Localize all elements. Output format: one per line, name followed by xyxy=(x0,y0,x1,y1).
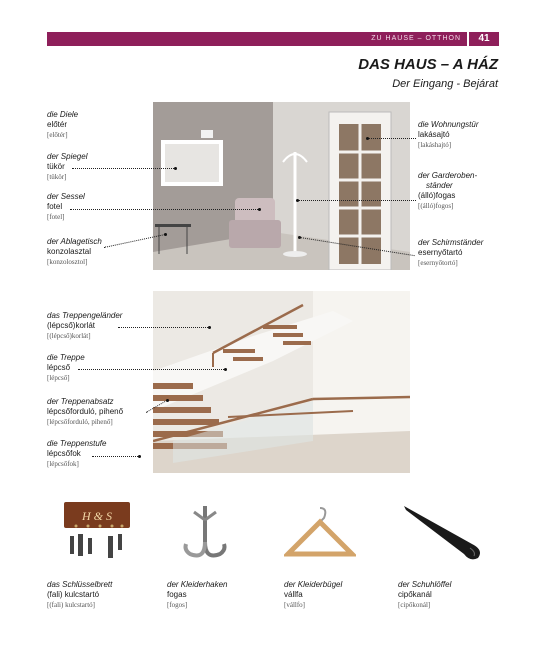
dot-treppengelaender xyxy=(208,326,211,329)
label-garderobenstaender: der Garderoben- ständer (álló)fogas [(álló)fogos] xyxy=(418,171,478,210)
dot-garderobenstaender xyxy=(296,199,299,202)
staircase-photo xyxy=(153,291,410,473)
label-treppengelaender: das Treppengeländer (lépcső)korlát [(lépcső)korlát] xyxy=(47,311,123,340)
page-title: DAS HAUS – A HÁZ xyxy=(358,56,498,73)
label-treppenstufe: die Treppenstufe lépcsőfok [lépcsőfok] xyxy=(47,439,107,468)
dot-wohnungstuer xyxy=(366,137,369,140)
page-subtitle: Der Eingang - Bejárat xyxy=(392,78,498,90)
label-treppe: die Treppe lépcső [lépcső] xyxy=(47,353,85,382)
shoehorn-image xyxy=(400,500,490,566)
dot-ablagetisch xyxy=(164,233,167,236)
svg-text:H & S: H & S xyxy=(82,509,112,523)
leader-sessel xyxy=(70,209,260,210)
dot-schirmstaender xyxy=(298,236,301,239)
dot-treppenabsatz xyxy=(166,399,169,402)
label-spiegel: der Spiegel tükör [tükör] xyxy=(47,152,88,181)
leader-spiegel xyxy=(72,168,176,169)
label-schirmstaender: der Schirmständer esernyőtartó [esernyőtortó] xyxy=(418,238,484,267)
dot-sessel xyxy=(258,208,261,211)
item-label-schuhloeffel: der Schuhlöffel cipőkanál [cipőkonál] xyxy=(398,580,452,609)
page-number: 41 xyxy=(469,32,499,46)
item-label-schluesselbrett: das Schlüsselbrett (fali) kulcstartó [(fali) kulcstartó] xyxy=(47,580,113,609)
leader-treppengelaender xyxy=(118,327,210,328)
leader-treppe xyxy=(78,369,226,370)
label-treppenabsatz: der Treppenabsatz lépcsőforduló, pihenő [lépcsőforduló, pihenő] xyxy=(47,397,124,426)
coat-hanger-image xyxy=(284,504,356,566)
dot-treppe xyxy=(224,368,227,371)
leader-wohnungstuer xyxy=(368,138,416,139)
item-label-kleiderhaken: der Kleiderhaken fogas [fogos] xyxy=(167,580,228,609)
label-ablagetisch: der Ablagetisch konzolasztal [konzolosztol] xyxy=(47,237,102,266)
label-wohnungstuer: die Wohnungstür lakásajtó [lakáshajtó] xyxy=(418,120,479,149)
key-board-image xyxy=(62,500,132,566)
label-sessel: der Sessel fotel [fotel] xyxy=(47,192,85,221)
dot-treppenstufe xyxy=(138,455,141,458)
entrance-photo xyxy=(153,102,410,270)
leader-treppenstufe xyxy=(92,456,140,457)
clothes-hook-image xyxy=(180,502,230,568)
item-label-kleiderbuegel: der Kleiderbügel vállfa [vállfo] xyxy=(284,580,343,609)
label-diele: die Diele előtér [előtér] xyxy=(47,110,79,139)
leader-garderobenstaender xyxy=(298,200,416,201)
dot-spiegel xyxy=(174,167,177,170)
running-header: ZU HAUSE – OTTHON xyxy=(47,32,467,46)
